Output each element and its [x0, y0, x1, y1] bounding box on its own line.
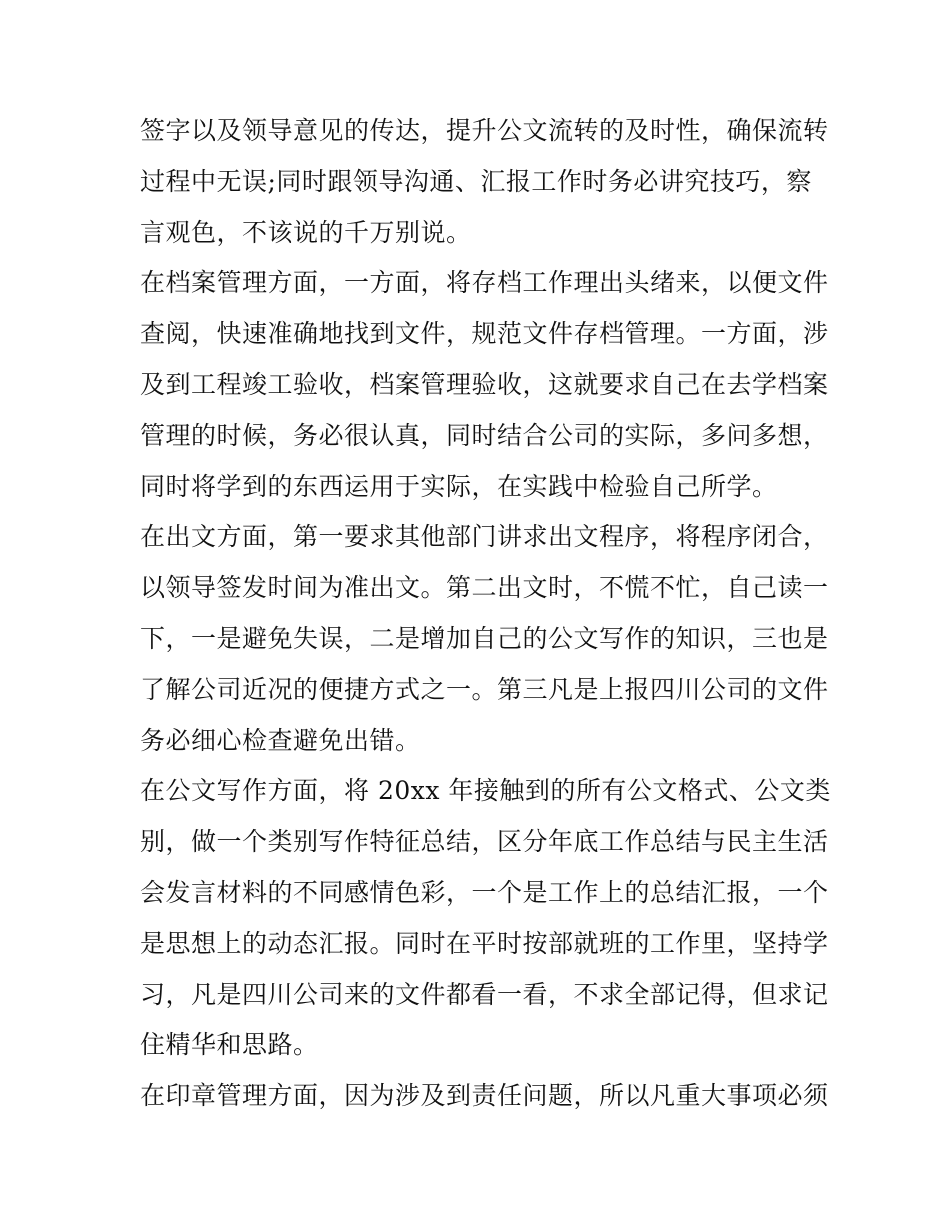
- text-line: 在档案管理方面，一方面，将存档工作理出头绪来，以便文件: [140, 268, 829, 298]
- text-line: 习，凡是四川公司来的文件都看一看，不求全部记得，但求记: [140, 979, 829, 1009]
- text-line: 是思想上的动态汇报。同时在平时按部就班的工作里，坚持学: [140, 928, 829, 958]
- text-line: 言观色，不该说的千万别说。: [140, 217, 472, 247]
- text-line: 务必细心检查避免出错。: [140, 725, 421, 755]
- text-line: 同时将学到的东西运用于实际，在实践中检验自己所学。: [140, 471, 778, 501]
- text-line: 了解公司近况的便捷方式之一。第三凡是上报四川公司的文件: [140, 674, 829, 704]
- text-line: 过程中无误;同时跟领导沟通、汇报工作时务必讲究技巧，察: [140, 166, 812, 196]
- text-line: 在印章管理方面，因为涉及到责任问题，所以凡重大事项必须: [140, 1081, 829, 1111]
- text-line: 以领导签发时间为准出文。第二出文时，不慌不忙，自己读一: [140, 573, 829, 603]
- text-line: 住精华和思路。: [140, 1030, 319, 1060]
- text-line: 在出文方面，第一要求其他部门讲求出文程序，将程序闭合，: [140, 522, 829, 552]
- text-line: 及到工程竣工验收，档案管理验收，这就要求自己在去学档案: [140, 369, 829, 399]
- document-body: [140, 106, 831, 1122]
- text-line: 下，一是避免失误，二是增加自己的公文写作的知识，三也是: [140, 623, 829, 653]
- text-line: 管理的时候，务必很认真，同时结合公司的实际，多问多想，: [140, 420, 829, 450]
- text-line: 会发言材料的不同感情色彩，一个是工作上的总结汇报，一个: [140, 877, 829, 907]
- text-line: 签字以及领导意见的传达，提升公文流转的及时性，确保流转: [140, 116, 829, 145]
- text-line: 查阅，快速准确地找到文件，规范文件存档管理。一方面，涉: [140, 319, 829, 349]
- text-line: 别，做一个类别写作特征总结，区分年底工作总结与民主生活: [140, 827, 829, 857]
- text-line: 在公文写作方面，将 20xx 年接触到的所有公文格式、公文类: [140, 776, 831, 806]
